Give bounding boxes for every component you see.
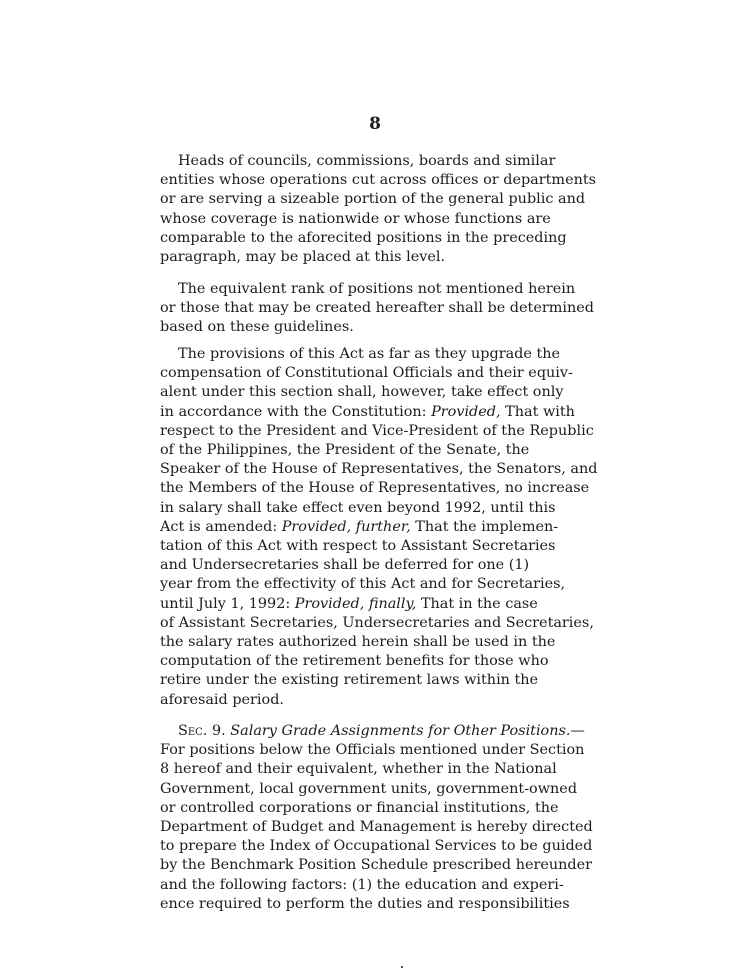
text-line: computation of the retirement benefits for those who <box>160 653 549 670</box>
text-line <box>160 595 608 614</box>
text-line <box>160 518 608 537</box>
text-line: year from the effectivity of this Act and for Secretaries, <box>160 576 566 593</box>
text-line <box>160 403 608 422</box>
proviso-italic: Provided, finally, <box>294 595 417 612</box>
text-line: or controlled corporations or financial institutions, the <box>160 799 559 816</box>
text-line: The provisions of this Act as far as they upgrade the <box>178 346 561 362</box>
text-line: in salary shall take effect even beyond 1992, until this <box>160 499 556 516</box>
paragraph-heads-of-councils <box>160 152 608 267</box>
paragraph-section-9 <box>160 722 608 914</box>
section-heading <box>160 722 608 741</box>
text-line: by the Benchmark Position Schedule prescribed hereunder <box>160 857 593 874</box>
text-line: comparable to the aforecited positions in the preceding <box>160 229 567 246</box>
text-line: Department of Budget and Management is hereby directed <box>160 819 593 836</box>
text-run: That with <box>500 403 575 420</box>
text-line: whose coverage is nationwide or whose functions are <box>160 210 551 227</box>
paragraph-equivalent-rank <box>160 280 608 338</box>
proviso-italic: Provided, further, <box>281 518 411 535</box>
text-line: aforesaid period. <box>160 691 284 708</box>
text-line: Heads of councils, commissions, boards and similar <box>178 153 556 169</box>
text-line: or those that may be created hereafter shall be determined <box>160 300 594 317</box>
paragraph-provisions-of-act <box>160 345 608 710</box>
section-title: Salary Grade Assignments for Other Positions. <box>230 723 571 739</box>
text-run: That in the case <box>416 595 538 612</box>
text-line: of the Philippines, the President of the Senate, the <box>160 442 530 459</box>
text-run: in accordance with the Constitution: <box>160 403 432 420</box>
text-line: the salary rates authorized herein shall be used in the <box>160 634 556 651</box>
text-line: Government, local government units, government-owned <box>160 780 578 797</box>
text-run: That the implemen- <box>410 518 559 535</box>
text-line: compensation of Constitutional Officials and their equiv- <box>160 365 573 382</box>
section-dash: — <box>570 723 585 739</box>
text-line: of Assistant Secretaries, Undersecretaries and Secretaries, <box>160 614 594 631</box>
text-line: retire under the existing retirement laws within the <box>160 672 539 689</box>
text-line: the Members of the House of Representatives, no increase <box>160 480 590 497</box>
text-line: ence required to perform the duties and responsibilities <box>160 895 570 912</box>
text-line: 8 hereof and their equivalent, whether in the National <box>160 761 557 778</box>
text-line: entities whose operations cut across offices or departments <box>160 172 597 189</box>
text-line: to prepare the Index of Occupational Services to be guided <box>160 838 593 855</box>
text-line: or are serving a sizeable portion of the general public and <box>160 191 586 208</box>
text-line: and the following factors: (1) the education and experi- <box>160 876 564 893</box>
text-line: based on these guidelines. <box>160 319 354 336</box>
text-run: until July 1, 1992: <box>160 595 295 612</box>
text-line: paragraph, may be placed at this level. <box>160 249 446 266</box>
text-line: The equivalent rank of positions not mentioned herein <box>178 281 576 297</box>
text-run: Act is amended: <box>160 518 282 535</box>
proviso-italic: Provided, <box>431 403 501 420</box>
text-line: Speaker of the House of Representatives, the Senators, and <box>160 461 598 478</box>
text-line: respect to the President and Vice-President of the Republic <box>160 422 594 439</box>
text-line: alent under this section shall, however, take effect only <box>160 384 564 401</box>
page-number: 8 <box>369 114 381 134</box>
section-label: Sec. 9. <box>178 723 226 739</box>
text-line: and Undersecretaries shall be deferred for one (1) <box>160 557 530 574</box>
text-line: tation of this Act with respect to Assistant Secretaries <box>160 538 556 555</box>
scan-speck <box>401 966 403 968</box>
text-line: For positions below the Officials mentioned under Section <box>160 742 585 759</box>
